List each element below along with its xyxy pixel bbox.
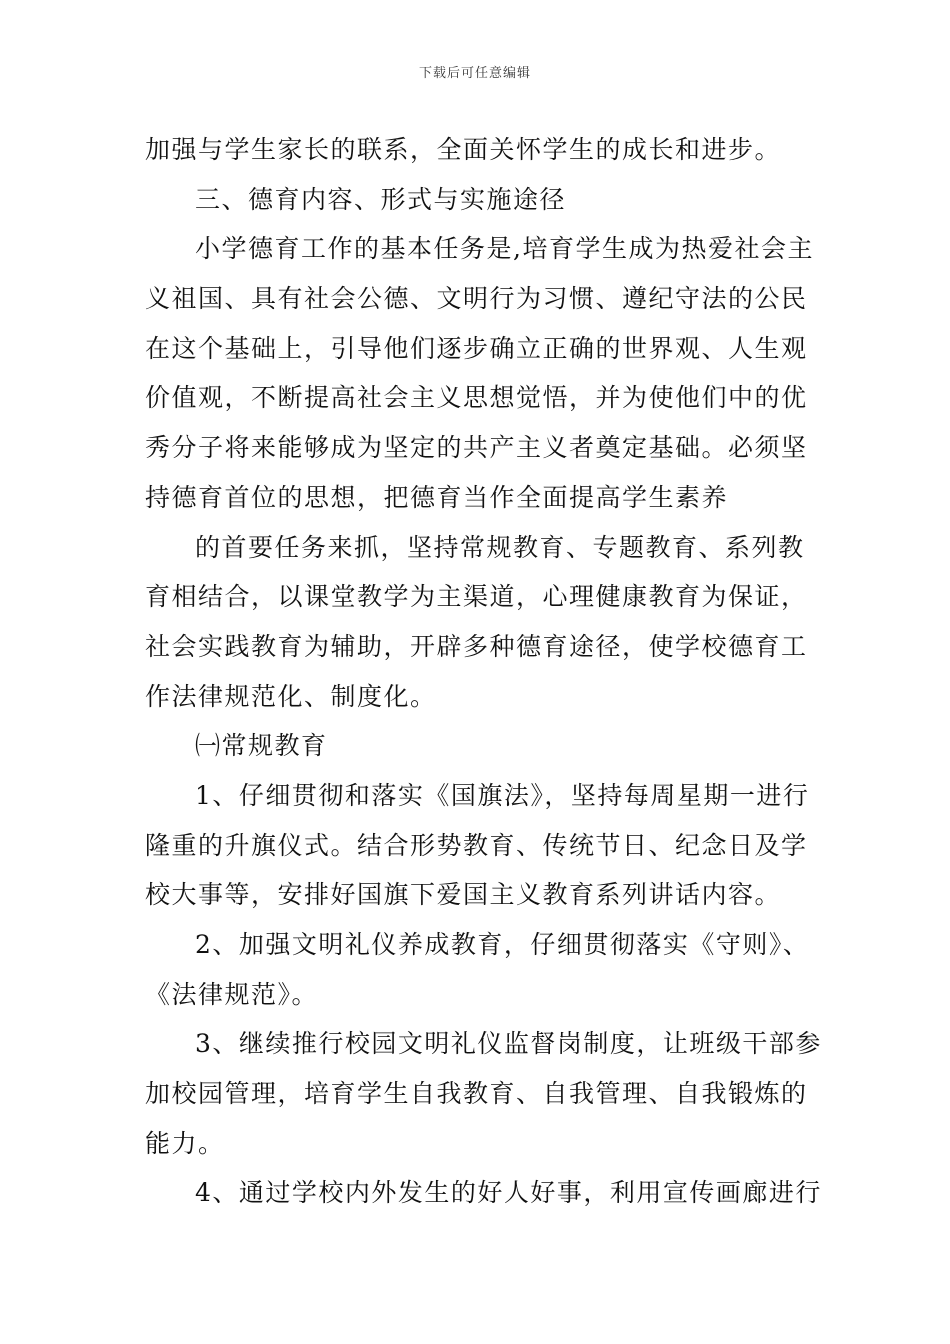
text-line: 义祖国、具有社会公德、文明行为习惯、遵纪守法的公民 xyxy=(145,284,808,314)
text-line: 小学德育工作的基本任务是,培育学生成为热爱社会主 xyxy=(195,234,814,264)
text-line: 价值观，不断提高社会主义思想觉悟，并为使他们中的优 xyxy=(145,383,808,413)
text-line: 2、加强文明礼仪养成教育，仔细贯彻落实《守则》、 xyxy=(195,930,810,959)
text-line: 加强与学生家长的联系，全面关怀学生的成长和进步。 xyxy=(145,135,782,164)
text-line: 在这个基础上，引导他们逐步确立正确的世界观、人生观 xyxy=(145,333,808,363)
text-line: 持德育首位的思想，把德育当作全面提高学生素养 xyxy=(145,482,729,512)
text-line: 4、通过学校内外发生的好人好事，利用宣传画廊进行 xyxy=(195,1178,822,1208)
text-line: 的首要任务来抓，坚持常规教育、专题教育、系列教 xyxy=(195,532,805,562)
text-line: 《法律规范》。 xyxy=(145,979,319,1009)
document-body xyxy=(145,125,822,1218)
text-line: 作法律规范化、制度化。 xyxy=(145,681,437,711)
text-line: 隆重的升旗仪式。结合形势教育、传统节日、纪念日及学 xyxy=(145,830,808,860)
subsection-heading: ㈠常规教育 xyxy=(195,731,328,761)
text-line: 社会实践教育为辅助，开辟多种德育途径，使学校德育工 xyxy=(145,631,808,661)
page-header: 下载后可任意编辑 xyxy=(418,66,531,81)
text-line: 校大事等，安排好国旗下爱国主义教育系列讲话内容。 xyxy=(145,880,782,910)
text-line: 1、仔细贯彻和落实《国旗法》，坚持每周星期一进行 xyxy=(195,780,810,810)
text-line: 能力。 xyxy=(145,1128,225,1158)
text-line: 秀分子将来能够成为坚定的共产主义者奠定基础。必须坚 xyxy=(145,433,808,463)
section-heading: 三、德育内容、形式与实施途径 xyxy=(195,184,567,214)
text-line: 3、继续推行校园文明礼仪监督岗制度，让班级干部参 xyxy=(195,1029,822,1059)
text-line: 加校园管理，培育学生自我教育、自我管理、自我锻炼的 xyxy=(145,1079,808,1109)
text-line: 育相结合，以课堂教学为主渠道，心理健康教育为保证， xyxy=(145,582,808,612)
